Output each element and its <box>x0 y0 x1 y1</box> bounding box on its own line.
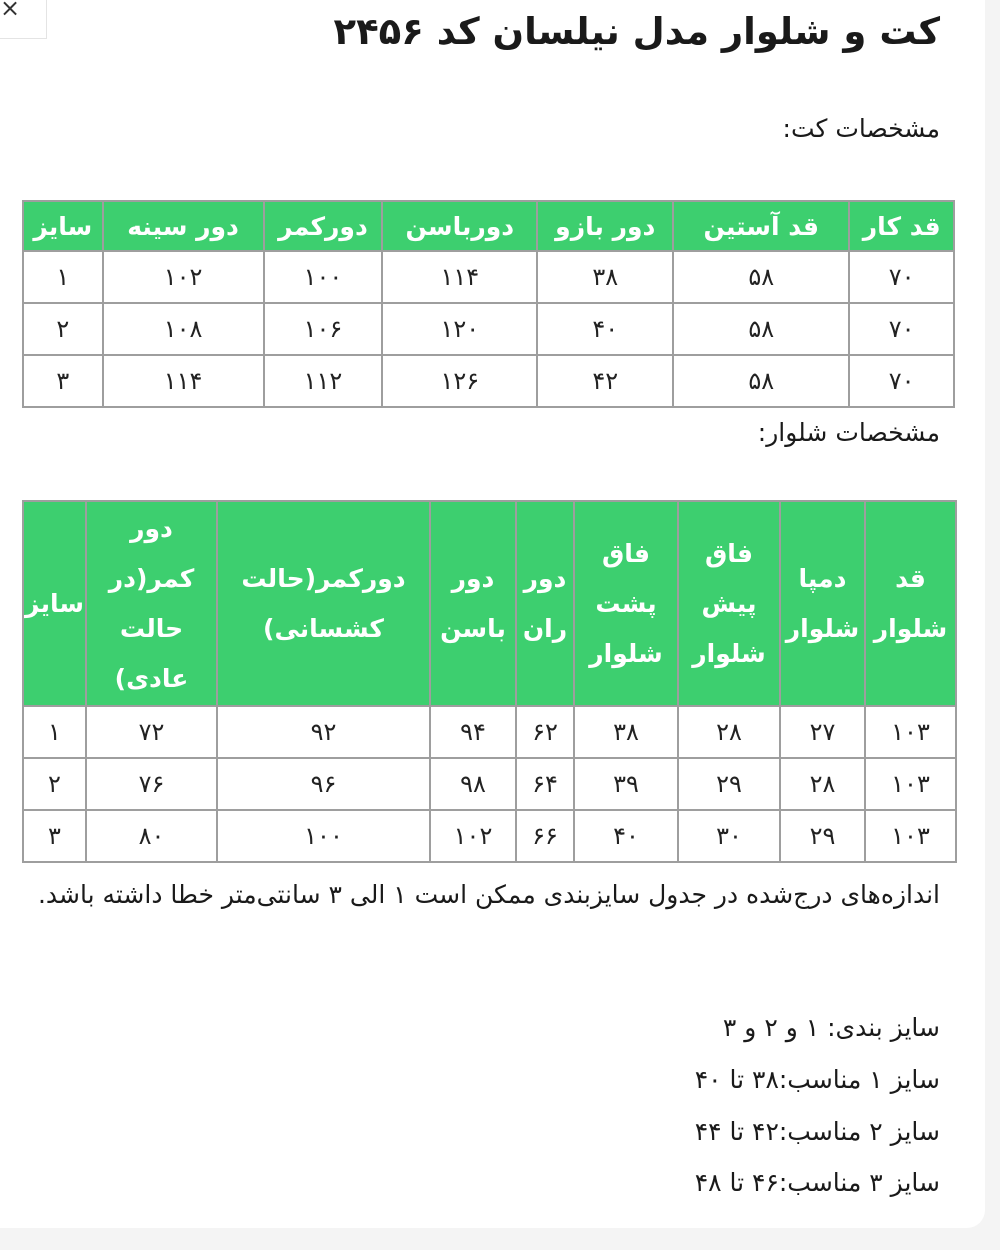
table-row <box>23 810 956 862</box>
table-cell: ۹۸ <box>430 758 516 810</box>
header-cell: دورکمر <box>264 201 383 251</box>
table-cell: ۳ <box>23 355 103 407</box>
product-title: کت و شلوار مدل نیلسان کد ۲۴۵۶ <box>333 10 940 53</box>
table-cell: ۴۲ <box>537 355 673 407</box>
table-cell: ۶۴ <box>516 758 574 810</box>
table-cell: ۴۰ <box>537 303 673 355</box>
table-cell: ۳۸ <box>537 251 673 303</box>
table-cell: ۲۹ <box>780 810 865 862</box>
table-cell: ۱۰۳ <box>865 810 956 862</box>
header-cell: دمپا شلوار <box>780 501 865 706</box>
sizing-line: سایز بندی: ۱ و ۲ و ۳ <box>722 1013 940 1042</box>
pants-size-table <box>22 500 957 863</box>
table-cell: ۱۰۰ <box>217 810 430 862</box>
header-cell: سایز <box>23 201 103 251</box>
table-cell: ۲ <box>23 303 103 355</box>
table-cell: ۲۹ <box>678 758 780 810</box>
table-cell: ۳ <box>23 810 86 862</box>
table-row <box>23 706 956 758</box>
table-cell: ۱۲۰ <box>382 303 537 355</box>
table-cell: ۷۰ <box>849 251 954 303</box>
header-cell: قد آستین <box>673 201 849 251</box>
sizing-line: سایز ۱ مناسب:۳۸ تا ۴۰ <box>694 1065 940 1094</box>
header-cell: قد کار <box>849 201 954 251</box>
header-cell: دورباسن <box>382 201 537 251</box>
table-cell: ۹۴ <box>430 706 516 758</box>
table-cell: ۳۰ <box>678 810 780 862</box>
table-cell: ۲۸ <box>678 706 780 758</box>
table-cell: ۵۸ <box>673 251 849 303</box>
table-cell: ۷۰ <box>849 355 954 407</box>
header-cell: دورکمر(حالت کشسانی) <box>217 501 430 706</box>
table-cell: ۵۸ <box>673 303 849 355</box>
table-cell: ۱ <box>23 706 86 758</box>
table-cell: ۱۲۶ <box>382 355 537 407</box>
table-cell: ۱۱۴ <box>382 251 537 303</box>
table-row <box>23 303 954 355</box>
table-row <box>23 355 954 407</box>
close-icon[interactable]: × <box>0 0 21 22</box>
table-cell: ۹۶ <box>217 758 430 810</box>
table-cell: ۲۷ <box>780 706 865 758</box>
header-cell: دور باسن <box>430 501 516 706</box>
header-cell: فاق پیش شلوار <box>678 501 780 706</box>
header-cell: فاق پشت شلوار <box>574 501 678 706</box>
table-cell: ۷۰ <box>849 303 954 355</box>
header-cell: دور سینه <box>103 201 264 251</box>
table-cell: ۴۰ <box>574 810 678 862</box>
table-cell: ۷۶ <box>86 758 217 810</box>
table-cell: ۹۲ <box>217 706 430 758</box>
table-cell: ۱۰۲ <box>103 251 264 303</box>
table-cell: ۶۶ <box>516 810 574 862</box>
measurement-note: اندازه‌های درج‌شده در جدول سایزبندی ممکن است ۱ الی ۳ سانتی‌متر خطا داشته باشد. <box>37 880 940 909</box>
table-cell: ۲ <box>23 758 86 810</box>
jacket-size-table <box>22 200 955 408</box>
table-cell: ۲۸ <box>780 758 865 810</box>
table-cell: ۱۰۳ <box>865 758 956 810</box>
close-button[interactable] <box>0 0 47 39</box>
header-cell: قد شلوار <box>865 501 956 706</box>
table-cell: ۵۸ <box>673 355 849 407</box>
pants-specs-label: مشخصات شلوار: <box>757 418 940 447</box>
table-cell: ۱۱۴ <box>103 355 264 407</box>
table-header-row <box>23 201 954 251</box>
table-cell: ۸۰ <box>86 810 217 862</box>
sizing-line: سایز ۳ مناسب:۴۶ تا ۴۸ <box>694 1168 940 1197</box>
table-cell: ۳۹ <box>574 758 678 810</box>
header-cell: دور بازو <box>537 201 673 251</box>
table-cell: ۶۲ <box>516 706 574 758</box>
table-header-row <box>23 501 956 706</box>
table-cell: ۱۰۲ <box>430 810 516 862</box>
table-cell: ۱۱۲ <box>264 355 383 407</box>
header-cell: دور ران <box>516 501 574 706</box>
table-cell: ۱۰۸ <box>103 303 264 355</box>
table-row <box>23 251 954 303</box>
table-row <box>23 758 956 810</box>
table-cell: ۱۰۶ <box>264 303 383 355</box>
table-cell: ۱ <box>23 251 103 303</box>
table-cell: ۱۰۳ <box>865 706 956 758</box>
sizing-line: سایز ۲ مناسب:۴۲ تا ۴۴ <box>694 1117 940 1146</box>
jacket-specs-label: مشخصات کت: <box>782 114 940 143</box>
table-cell: ۳۸ <box>574 706 678 758</box>
table-cell: ۷۲ <box>86 706 217 758</box>
header-cell: سایز <box>23 501 86 706</box>
header-cell: دور کمر(در حالت عادی) <box>86 501 217 706</box>
table-cell: ۱۰۰ <box>264 251 383 303</box>
